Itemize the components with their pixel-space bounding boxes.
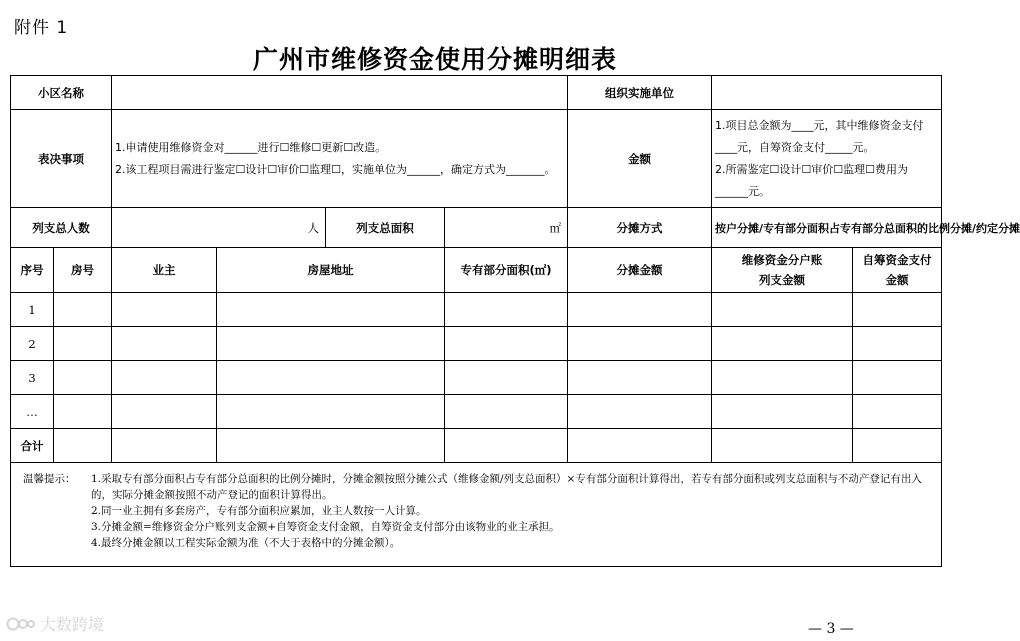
community-row [11,76,942,110]
row-seq: 3 [11,361,54,395]
tip-item-2: 2.同一业主拥有多套房产，专有部分面积应累加，业主人数按一人计算。 [91,505,427,517]
org-label: 组织实施单位 [568,76,712,110]
total-label: 合计 [11,429,54,463]
amount-label: 金额 [568,110,712,208]
method-label: 分摊方式 [568,208,712,248]
room-cell[interactable] [54,293,112,327]
headcount-unit: 人 [307,220,319,235]
self-cell[interactable] [853,293,942,327]
column-header-row [11,248,942,293]
col-fund-line-1: 维修资金分户账 [741,253,823,267]
area-cell[interactable] [445,361,568,395]
area-cell[interactable] [445,293,568,327]
fund-cell[interactable] [712,361,853,395]
share-cell[interactable] [568,395,712,429]
row-seq: … [11,395,54,429]
fund-cell[interactable] [712,327,853,361]
room-cell[interactable] [54,361,112,395]
area-cell[interactable] [445,429,568,463]
area-cell[interactable] [445,327,568,361]
watermark [6,612,104,635]
owner-cell[interactable] [112,429,217,463]
area-cell[interactable] [445,395,568,429]
self-cell[interactable] [853,429,942,463]
amount-line-2: 2.所需鉴定☐设计☐审价☐监理☐费用为______元。 [715,162,908,198]
room-cell[interactable] [54,395,112,429]
col-fund-line-2: 列支金额 [759,273,805,287]
fund-cell[interactable] [712,429,853,463]
col-room: 房号 [54,248,112,293]
tip-item-1: 1.采取专有部分面积占专有部分总面积的比例分摊时，分摊金额按照分摊公式（维修金额/列支总面积）×专有部分面积计算得出，若专有部分面积或列支总面积与不动产登记有出入的，实际分摊金额按照不动产登记的面积计算得出。 [91,473,922,501]
row-seq: 2 [11,327,54,361]
tip-item-4: 4.最终分摊金额以工程实际金额为准（不大于表格中的分摊金额）。 [91,537,401,549]
page-number: — 3 — [808,621,854,637]
org-field[interactable] [712,76,942,110]
summary-row [11,208,942,248]
col-seq: 序号 [11,248,54,293]
resolution-line-1: 1.申请使用维修资金对______进行☐维修☐更新☐改造。 [115,140,387,154]
watermark-text: 大数跨境 [40,615,105,634]
share-cell[interactable] [568,429,712,463]
owner-cell[interactable] [112,293,217,327]
address-cell[interactable] [217,293,445,327]
self-cell[interactable] [853,395,942,429]
owner-cell[interactable] [112,395,217,429]
community-field[interactable] [112,76,568,110]
headcount-label: 列支总人数 [11,208,112,248]
total-row [11,429,942,463]
method-value: 按户分摊/专有部分面积占专有部分总面积的比例分摊/约定分摊 [712,208,942,248]
col-owner: 业主 [112,248,217,293]
area-field[interactable] [445,208,568,248]
share-cell[interactable] [568,361,712,395]
tip-item-3: 3.分摊金额=维修资金分户账列支金额+自筹资金支付金额，自筹资金支付部分由该物业的业主承担。 [91,521,560,533]
tips-label: 温馨提示： [23,473,76,485]
resolution-row [11,110,942,208]
area-unit: ㎡ [549,220,561,235]
area-label: 列支总面积 [326,208,445,248]
self-cell[interactable] [853,361,942,395]
table-row [11,293,942,327]
address-cell[interactable] [217,429,445,463]
attachment-label: 附件 1 [14,18,69,38]
resolution-label: 表决事项 [11,110,112,208]
address-cell[interactable] [217,361,445,395]
owner-cell[interactable] [112,327,217,361]
self-cell[interactable] [853,327,942,361]
amount-content[interactable] [712,110,942,208]
table-row [11,327,942,361]
amount-line-1: 1.项目总金额为____元，其中维修资金支付____元，自筹资金支付_____元。 [715,118,924,154]
watermark-logo-icon [6,615,36,633]
share-cell[interactable] [568,293,712,327]
room-cell[interactable] [54,327,112,361]
address-cell[interactable] [217,395,445,429]
headcount-field[interactable] [112,208,326,248]
table-row [11,361,942,395]
allocation-table [10,75,1020,567]
room-cell[interactable] [54,429,112,463]
table-row [11,395,942,429]
fund-cell[interactable] [712,395,853,429]
tips-box [11,463,942,567]
community-label: 小区名称 [11,76,112,110]
address-cell[interactable] [217,327,445,361]
row-seq: 1 [11,293,54,327]
owner-cell[interactable] [112,361,217,395]
col-self [853,248,942,293]
col-self-line-2: 金额 [885,273,909,287]
resolution-content[interactable] [112,110,568,208]
resolution-line-2: 2.该工程项目需进行鉴定☐设计☐审价☐监理☐，实施单位为______，确定方式为_______。 [115,162,556,176]
col-area: 专有部分面积(㎡) [445,248,568,293]
share-cell[interactable] [568,327,712,361]
col-fund [712,248,853,293]
tips-row [11,463,942,567]
col-self-line-1: 自筹资金支付 [862,253,932,267]
col-address: 房屋地址 [217,248,445,293]
fund-cell[interactable] [712,293,853,327]
page-title: 广州市维修资金使用分摊明细表 [252,45,617,74]
col-share: 分摊金额 [568,248,712,293]
